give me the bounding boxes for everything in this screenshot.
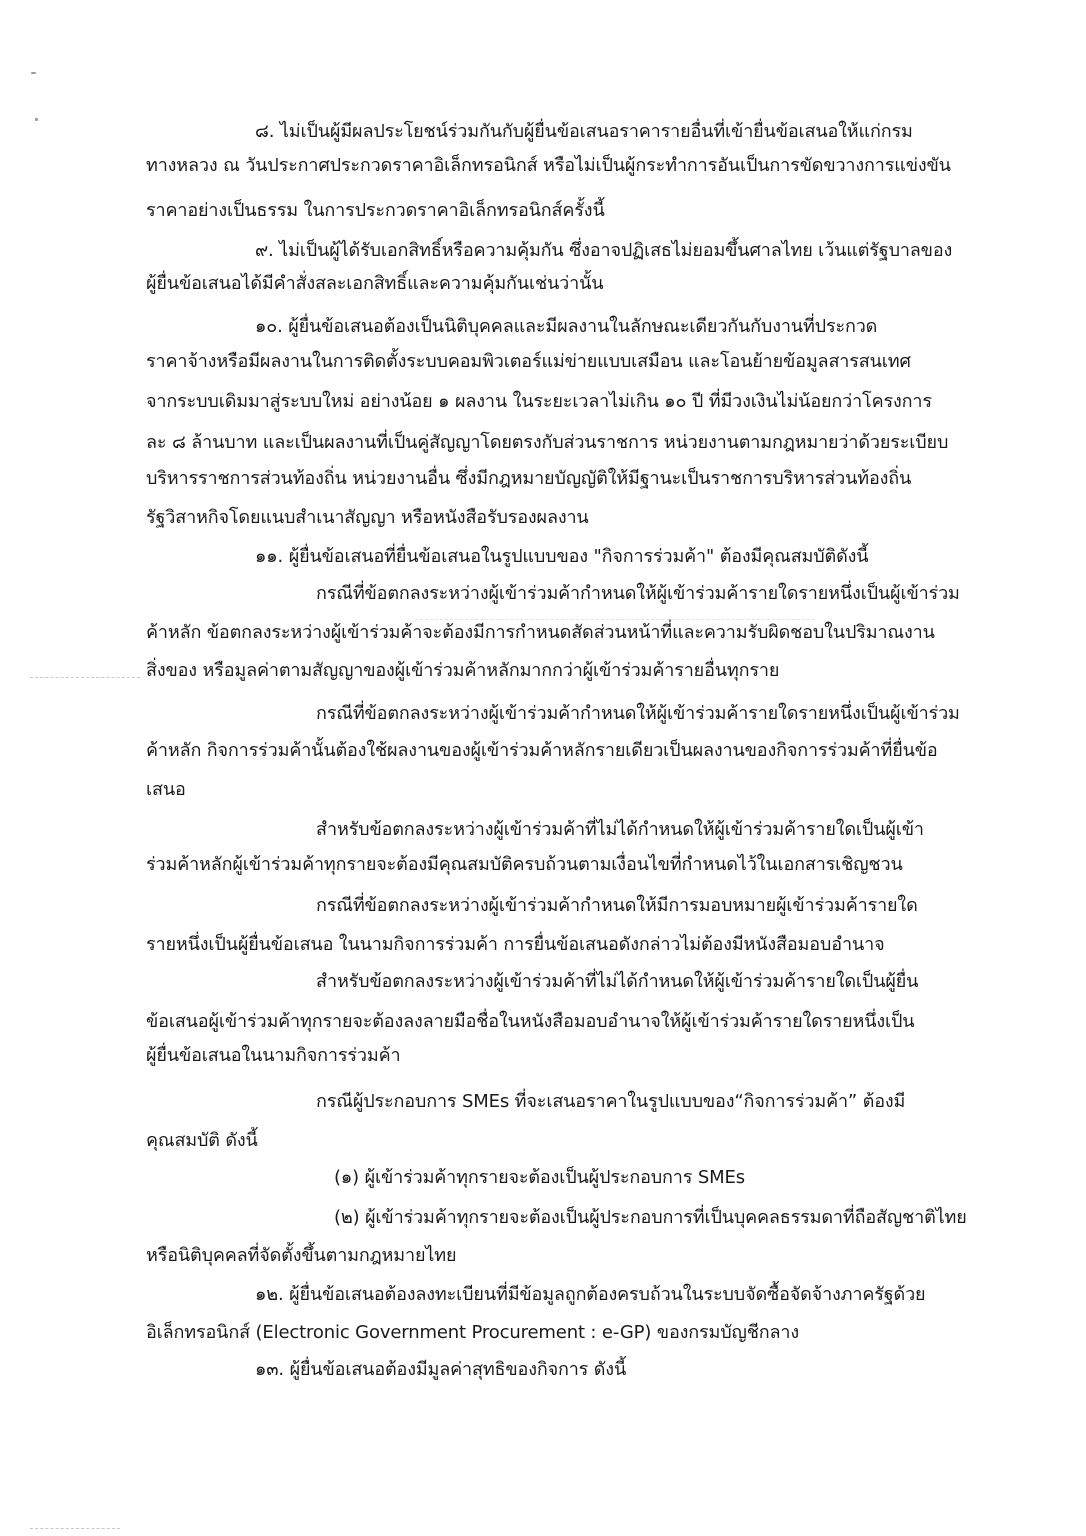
clause-11-para-1-line-3: สิ่งของ หรือมูลค่าตามสัญญาของผู้เข้าร่วมค้าหลักมากกว่าผู้เข้าร่วมค้ารายอื่นทุกราย bbox=[146, 660, 780, 681]
clause-10-line-1: ๑๐. ผู้ยื่นข้อเสนอต้องเป็นนิติบุคคลและมีผลงานในลักษณะเดียวกันกับงานที่ประกวด bbox=[255, 316, 878, 337]
clause-11-smes-item-1: (๑) ผู้เข้าร่วมค้าทุกรายจะต้องเป็นผู้ประกอบการ SMEs bbox=[334, 1167, 745, 1188]
clause-11-para-3-line-2: ร่วมค้าหลักผู้เข้าร่วมค้าทุกรายจะต้องมีคุณสมบัติครบถ้วนตามเงื่อนไขที่กำหนดไว้ในเอกสารเชิญชวน bbox=[146, 854, 903, 875]
clause-11-para-4-line-1: กรณีที่ข้อตกลงระหว่างผู้เข้าร่วมค้ากำหนดให้มีการมอบหมายผู้เข้าร่วมค้ารายใด bbox=[316, 895, 918, 916]
clause-10-line-2: ราคาจ้างหรือมีผลงานในการติดตั้งระบบคอมพิวเตอร์แม่ข่ายแบบเสมือน และโอนย้ายข้อมูลสารสนเทศ bbox=[146, 351, 911, 372]
clause-8-line-2: ทางหลวง ณ วันประกาศประกวดราคาอิเล็กทรอนิกส์ หรือไม่เป็นผู้กระทำการอันเป็นการขัดขวางการแข่งขัน bbox=[146, 155, 951, 176]
clause-9-line-1: ๙. ไม่เป็นผู้ได้รับเอกสิทธิ์หรือความคุ้มกัน ซึ่งอาจปฏิเสธไม่ยอมขึ้นศาลไทย เว้นแต่รัฐบาลของ bbox=[255, 240, 953, 261]
clause-10-line-3: จากระบบเดิมมาสู่ระบบใหม่ อย่างน้อย ๑ ผลงาน ในระยะเวลาไม่เกิน ๑๐ ปี ที่มีวงเงินไม่น้อยกว่าโครงการ bbox=[146, 391, 932, 412]
scan-speck bbox=[31, 72, 36, 74]
clause-11-para-1-line-2: ค้าหลัก ข้อตกลงระหว่างผู้เข้าร่วมค้าจะต้องมีการกำหนดสัดส่วนหน้าที่และความรับผิดชอบในปริมาณงาน bbox=[146, 622, 935, 643]
clause-11-para-4-line-2: รายหนึ่งเป็นผู้ยื่นข้อเสนอ ในนามกิจการร่วมค้า การยื่นข้อเสนอดังกล่าวไม่ต้องมีหนังสือมอบอำนาจ bbox=[146, 934, 885, 955]
scan-faint-line bbox=[30, 677, 140, 679]
clause-11-para-5-line-2: ข้อเสนอผู้เข้าร่วมค้าทุกรายจะต้องลงลายมือชื่อในหนังสือมอบอำนาจให้ผู้เข้าร่วมค้ารายใดรายหนึ่งเป็น bbox=[146, 1011, 915, 1032]
clause-9-line-2: ผู้ยื่นข้อเสนอได้มีคำสั่งสละเอกสิทธิ์และความคุ้มกันเช่นว่านั้น bbox=[146, 273, 604, 294]
clause-12-line-2: อิเล็กทรอนิกส์ (Electronic Government Procurement : e-GP) ของกรมบัญชีกลาง bbox=[146, 1322, 799, 1343]
clause-11-para-2-line-1: กรณีที่ข้อตกลงระหว่างผู้เข้าร่วมค้ากำหนดให้ผู้เข้าร่วมค้ารายใดรายหนึ่งเป็นผู้เข้าร่วม bbox=[316, 703, 960, 724]
clause-11-smes-item-2-line-2: หรือนิติบุคคลที่จัดตั้งขึ้นตามกฎหมายไทย bbox=[146, 1245, 457, 1266]
clause-10-line-4: ละ ๘ ล้านบาท และเป็นผลงานที่เป็นคู่สัญญาโดยตรงกับส่วนราชการ หน่วยงานตามกฎหมายว่าด้วยระเบียบ bbox=[146, 432, 949, 453]
clause-11-smes-line-1: กรณีผู้ประกอบการ SMEs ที่จะเสนอราคาในรูปแบบของ“กิจการร่วมค้า” ต้องมี bbox=[316, 1091, 906, 1112]
clause-11-para-2-line-3: เสนอ bbox=[146, 779, 186, 800]
clause-12-line-1: ๑๒. ผู้ยื่นข้อเสนอต้องลงทะเบียนที่มีข้อมูลถูกต้องครบถ้วนในระบบจัดซื้อจัดจ้างภาครัฐด้วย bbox=[255, 1284, 926, 1305]
clause-11-para-2-line-2: ค้าหลัก กิจการร่วมค้านั้นต้องใช้ผลงานของผู้เข้าร่วมค้าหลักรายเดียวเป็นผลงานของกิจการร่วมค้าที่ยื่นข้อ bbox=[146, 740, 938, 761]
clause-11-para-5-line-1: สำหรับข้อตกลงระหว่างผู้เข้าร่วมค้าที่ไม่ได้กำหนดให้ผู้เข้าร่วมค้ารายใดเป็นผู้ยื่น bbox=[316, 971, 919, 992]
clause-8-line-3: ราคาอย่างเป็นธรรม ในการประกวดราคาอิเล็กทรอนิกส์ครั้งนี้ bbox=[146, 200, 605, 221]
scan-speck bbox=[35, 118, 38, 121]
clause-11-para-5-line-3: ผู้ยื่นข้อเสนอในนามกิจการร่วมค้า bbox=[146, 1045, 401, 1066]
clause-11-para-1-line-1: กรณีที่ข้อตกลงระหว่างผู้เข้าร่วมค้ากำหนดให้ผู้เข้าร่วมค้ารายใดรายหนึ่งเป็นผู้เข้าร่วม bbox=[316, 583, 960, 604]
clause-13-line-1: ๑๓. ผู้ยื่นข้อเสนอต้องมีมูลค่าสุทธิของกิจการ ดังนี้ bbox=[255, 1359, 627, 1380]
clause-11-smes-item-2-line-1: (๒) ผู้เข้าร่วมค้าทุกรายจะต้องเป็นผู้ประกอบการที่เป็นบุคคลธรรมดาที่ถือสัญชาติไทย bbox=[334, 1207, 967, 1228]
clause-11-para-3-line-1: สำหรับข้อตกลงระหว่างผู้เข้าร่วมค้าที่ไม่ได้กำหนดให้ผู้เข้าร่วมค้ารายใดเป็นผู้เข้า bbox=[316, 819, 924, 840]
clause-8-line-1: ๘. ไม่เป็นผู้มีผลประโยชน์ร่วมกันกับผู้ยื่นข้อเสนอราคารายอื่นที่เข้ายื่นข้อเสนอให้แก่กรม bbox=[255, 121, 913, 142]
clause-10-line-5: บริหารราชการส่วนท้องถิ่น หน่วยงานอื่น ซึ่งมีกฎหมายบัญญัติให้มีฐานะเป็นราชการบริหารส่วนท้องถิ่น bbox=[146, 468, 912, 489]
clause-10-line-6: รัฐวิสาหกิจโดยแนบสำเนาสัญญา หรือหนังสือรับรองผลงาน bbox=[146, 507, 589, 528]
clause-11-heading: ๑๑. ผู้ยื่นข้อเสนอที่ยื่นข้อเสนอในรูปแบบของ "กิจการร่วมค้า" ต้องมีคุณสมบัติดังนี้ bbox=[255, 546, 869, 567]
clause-11-smes-line-2: คุณสมบัติ ดังนี้ bbox=[146, 1130, 258, 1151]
scan-faint-line bbox=[30, 1528, 120, 1530]
